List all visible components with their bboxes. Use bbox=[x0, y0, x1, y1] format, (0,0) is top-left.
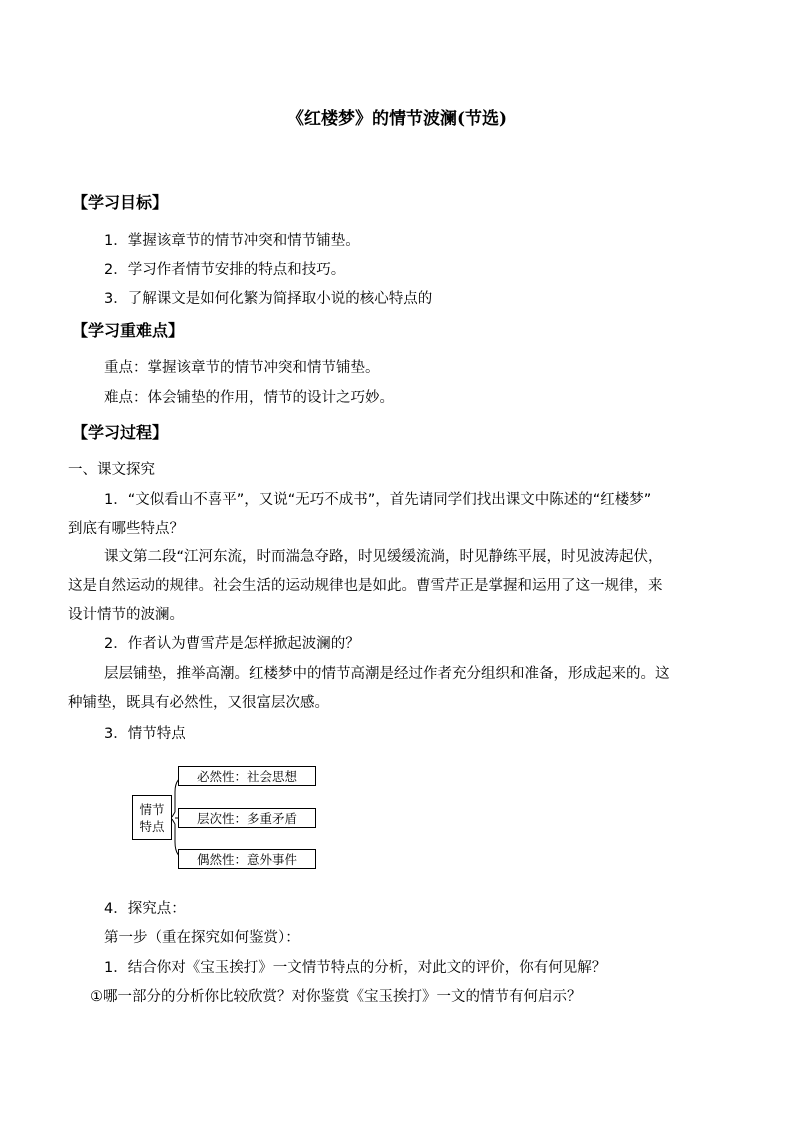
step-one-question: 1．结合你对《宝玉挨打》一文情节特点的分析，对此文的评价，你有何见解？ bbox=[104, 960, 607, 976]
key-points-heading: 【学习重难点】 bbox=[72, 321, 185, 340]
objective-item: 1．掌握该章节的情节冲突和情节铺垫。 bbox=[104, 233, 360, 249]
step-one-heading: 第一步（重在探究如何鉴赏）： bbox=[104, 930, 300, 946]
plot-features-diagram bbox=[128, 762, 328, 874]
question-one-line: 到底有哪些特点？ bbox=[68, 521, 184, 537]
question-one-line: 1．“文似看山不喜平”，又说“无巧不成书”，首先请同学们找出课文中陈述的“红楼梦” bbox=[104, 492, 652, 508]
answer-one-line: 课文第二段“江河东流，时而湍急夺路，时见缓缓流淌，时见静练平展，时见波涛起伏， bbox=[104, 549, 663, 565]
objective-item: 2．学习作者情节安排的特点和技巧。 bbox=[104, 262, 346, 278]
plot-features-center-box bbox=[132, 795, 172, 840]
answer-two-line: 层层铺垫，推举高潮。红楼梦中的情节高潮是经过作者充分组织和准备，形成起来的。这 bbox=[104, 666, 670, 682]
process-heading: 【学习过程】 bbox=[72, 423, 169, 442]
answer-one-line: 这是自然运动的规律。社会生活的运动规律也是如此。曹雪芹正是掌握和运用了这一规律，来 bbox=[68, 578, 663, 594]
feature-box-contingency: 偶然性：意外事件 bbox=[178, 849, 316, 869]
question-two: 2．作者认为曹雪芹是怎样掀起波澜的？ bbox=[104, 636, 360, 652]
feature-box-layering: 层次性：多重矛盾 bbox=[178, 808, 316, 828]
answer-two-line: 种铺垫，既具有必然性，又很富层次感。 bbox=[68, 695, 329, 711]
center-label-line: 情节 bbox=[139, 801, 165, 817]
question-three: 3．情节特点 bbox=[104, 726, 186, 742]
key-point-item: 难点：体会铺垫的作用，情节的设计之巧妙。 bbox=[104, 390, 394, 406]
document-title: 《红楼梦》的情节波澜(节选) bbox=[286, 109, 508, 129]
objective-item: 3．了解课文是如何化繁为简择取小说的核心特点的 bbox=[104, 291, 433, 307]
answer-one-line: 设计情节的波澜。 bbox=[68, 607, 184, 623]
question-four: 4．探究点： bbox=[104, 901, 186, 917]
center-label-line: 特点 bbox=[139, 818, 165, 834]
step-one-subquestion: ①哪一部分的分析你比较欣赏？对你鉴赏《宝玉挨打》一文的情节有何启示？ bbox=[90, 989, 582, 1005]
key-point-item: 重点：掌握该章节的情节冲突和情节铺垫。 bbox=[104, 360, 380, 376]
feature-box-necessity: 必然性：社会思想 bbox=[178, 766, 316, 786]
part-one-heading: 一、课文探究 bbox=[68, 462, 155, 478]
objectives-heading: 【学习目标】 bbox=[72, 193, 169, 212]
